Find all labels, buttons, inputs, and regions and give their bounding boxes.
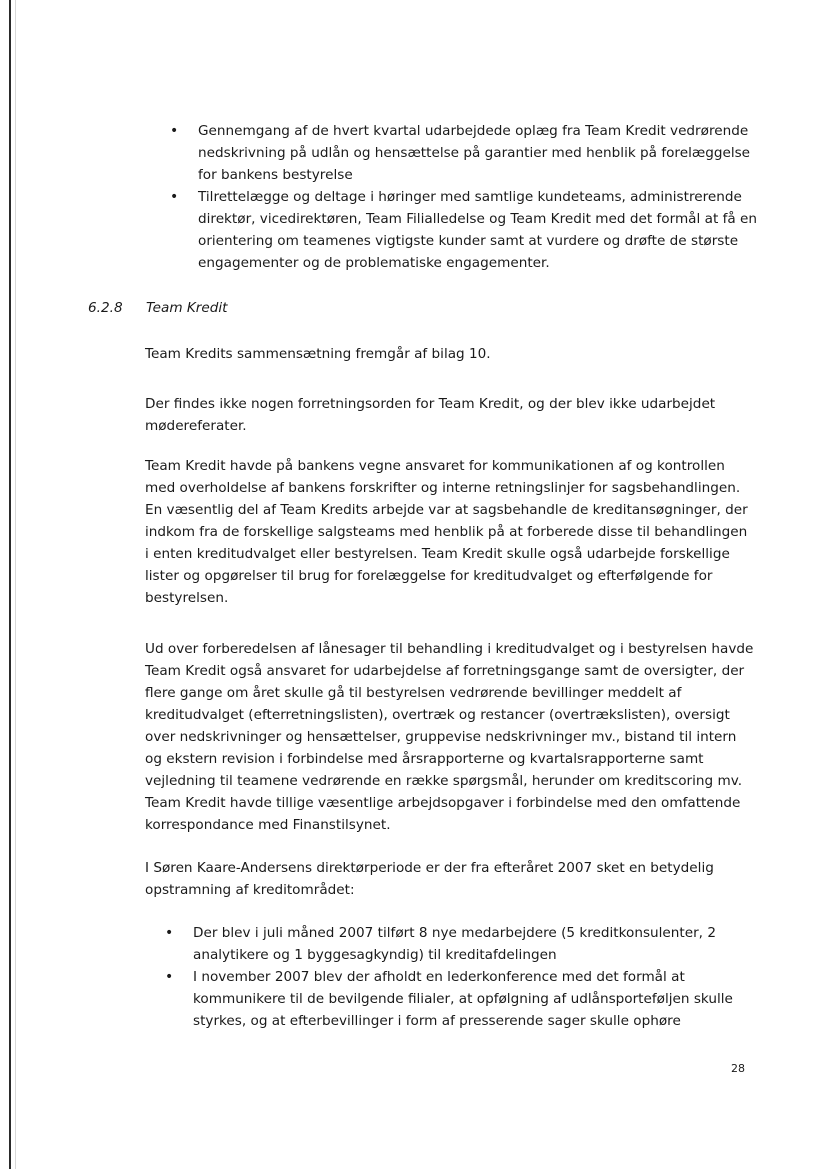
paragraph: Der findes ikke nogen forretningsorden for Team Kredit, og der blev ikke udarbejdet mødereferater. (145, 396, 716, 434)
paragraph: Ud over forberedelsen af lånesager til behandling i kreditudvalget og i bestyrelsen havde Team Kredit også ansvaret for udarbejdelse af forretningsgange samt de oversigter, der flere gange om året skulle gå til bestyrelsen vedrørende bevillinger meddelt af kreditudvalget (efterretningslisten), overtræk og restancer (overtrækslisten), oversigt over nedskrivninger og hensættelser, gruppevise nedskrivninger mv., bistand til intern og ekstern revision i forbindelse med årsrapporterne og kvartalsrapporterne samt vejledning til teamene vedrørende en række spørgsmål, herunder om kreditscoring mv. Team Kredit havde tillige væsentlige arbejdsopgaver i forbindelse med den omfattende korrespondance med Finanstilsynet. (145, 641, 754, 833)
section-number: 6.2.8 (88, 300, 123, 316)
paragraph: Team Kredits sammensætning fremgår af bilag 10. (145, 346, 491, 362)
paragraph: I Søren Kaare-Andersens direktørperiode er der fra efteråret 2007 sket en betydelig opstramning af kreditområdet: (145, 860, 714, 898)
bullet-list-top (170, 120, 760, 274)
section-title: Team Kredit (146, 300, 228, 316)
paragraph: Team Kredit havde på bankens vegne ansvaret for kommunikationen af og kontrollen med overholdelse af bankens forskrifter og interne retningslinjer for sagsbehandlingen. En væsentlig del af Team Kredits arbejde var at sagsbehandle de kreditansøgninger, der indkom fra de forskellige salgsteams med henblik på at forberede disse til behandlingen i enten kreditudvalget eller bestyrelsen. Team Kredit skulle også udarbejde forskellige lister og opgørelser til brug for forelæggelse for kreditudvalget og efterfølgende for bestyrelsen. (145, 458, 748, 606)
list-item: • Der blev i juli måned 2007 tilført 8 nye medarbejdere (5 kreditkonsulenter, 2 analytikere og 1 byggesagkyndig) til kreditafdelingen (165, 922, 755, 966)
page-number: 28 (731, 1062, 745, 1075)
list-item: • Gennemgang af de hvert kvartal udarbejdede oplæg fra Team Kredit vedrørende nedskrivning på udlån og hensættelse på garantier med henblik på forelæggelse for bankens bestyrelse (170, 120, 760, 186)
bullet-list-bottom (165, 922, 755, 1032)
list-item: • Tilrettelægge og deltage i høringer med samtlige kundeteams, administrerende direktør, vicedirektøren, Team Filialledelse og Team Kredit med det formål at få en orientering om teamenes vigtigste kunder samt at vurdere og drøfte de største engagementer og de problematiske engagementer. (170, 186, 760, 274)
list-item: • I november 2007 blev der afholdt en lederkonference med det formål at kommunikere til de bevilgende filialer, at opfølgning af udlånsporteføljen skulle styrkes, og at efterbevillinger i form af presserende sager skulle ophøre (165, 966, 755, 1032)
section-heading (88, 297, 488, 319)
